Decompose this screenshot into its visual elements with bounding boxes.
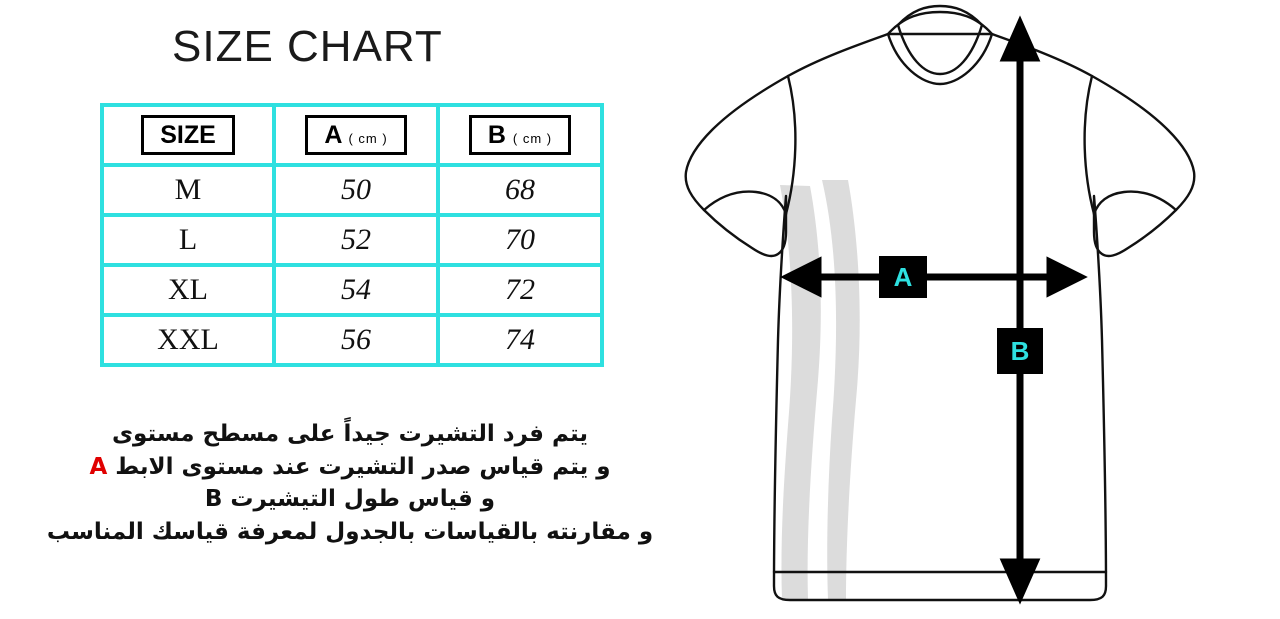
page-title: SIZE CHART	[172, 22, 443, 71]
cell-a: 56	[276, 317, 436, 363]
instruction-line-4: و مقارنته بالقياسات بالجدول لمعرفة قياسك المناسب	[46, 518, 654, 545]
cell-a: 52	[276, 217, 436, 263]
instruction-line-3-text: و قياس طول التيشيرت	[222, 486, 496, 513]
cell-size: M	[104, 167, 272, 213]
arrow-b-head-top	[1005, 24, 1035, 58]
header-label-b: B	[487, 120, 506, 149]
instruction-mark-b: B	[204, 486, 223, 513]
cell-size: XL	[104, 267, 272, 313]
instructions-block	[0, 418, 700, 549]
tshirt-outline	[686, 6, 1195, 600]
size-chart-table	[100, 103, 604, 367]
cell-a: 54	[276, 267, 436, 313]
header-unit-a: ( cm )	[348, 130, 388, 146]
table-header-a	[276, 107, 436, 163]
cell-size: L	[104, 217, 272, 263]
header-unit-b: ( cm )	[512, 130, 553, 146]
cell-b: 72	[440, 267, 600, 313]
cell-b: 68	[440, 167, 600, 213]
header-label-size: SIZE	[160, 120, 216, 149]
tshirt-illustration	[660, 0, 1280, 619]
table-row	[104, 317, 600, 363]
table-header-row	[104, 107, 600, 163]
instruction-line-2	[0, 451, 700, 484]
table-row	[104, 167, 600, 213]
table-header-b	[440, 107, 600, 163]
instruction-line-2-text: و يتم قياس صدر التشيرت عند مستوى الابط	[107, 453, 611, 480]
instruction-line-1: يتم فرد التشيرت جيداً على مسطح مستوى	[111, 421, 589, 447]
cell-b: 74	[440, 317, 600, 363]
cell-a: 50	[276, 167, 436, 213]
tshirt-diagram	[660, 0, 1280, 619]
table-header-size	[104, 107, 272, 163]
header-label-a: A	[324, 120, 342, 149]
label-a-badge: A	[879, 256, 927, 298]
table-row	[104, 217, 600, 263]
label-b-badge: B	[997, 328, 1043, 374]
instruction-mark-a: A	[89, 453, 108, 480]
instruction-line-3	[0, 483, 700, 516]
cell-size: XXL	[104, 317, 272, 363]
cell-b: 70	[440, 217, 600, 263]
table-row	[104, 267, 600, 313]
